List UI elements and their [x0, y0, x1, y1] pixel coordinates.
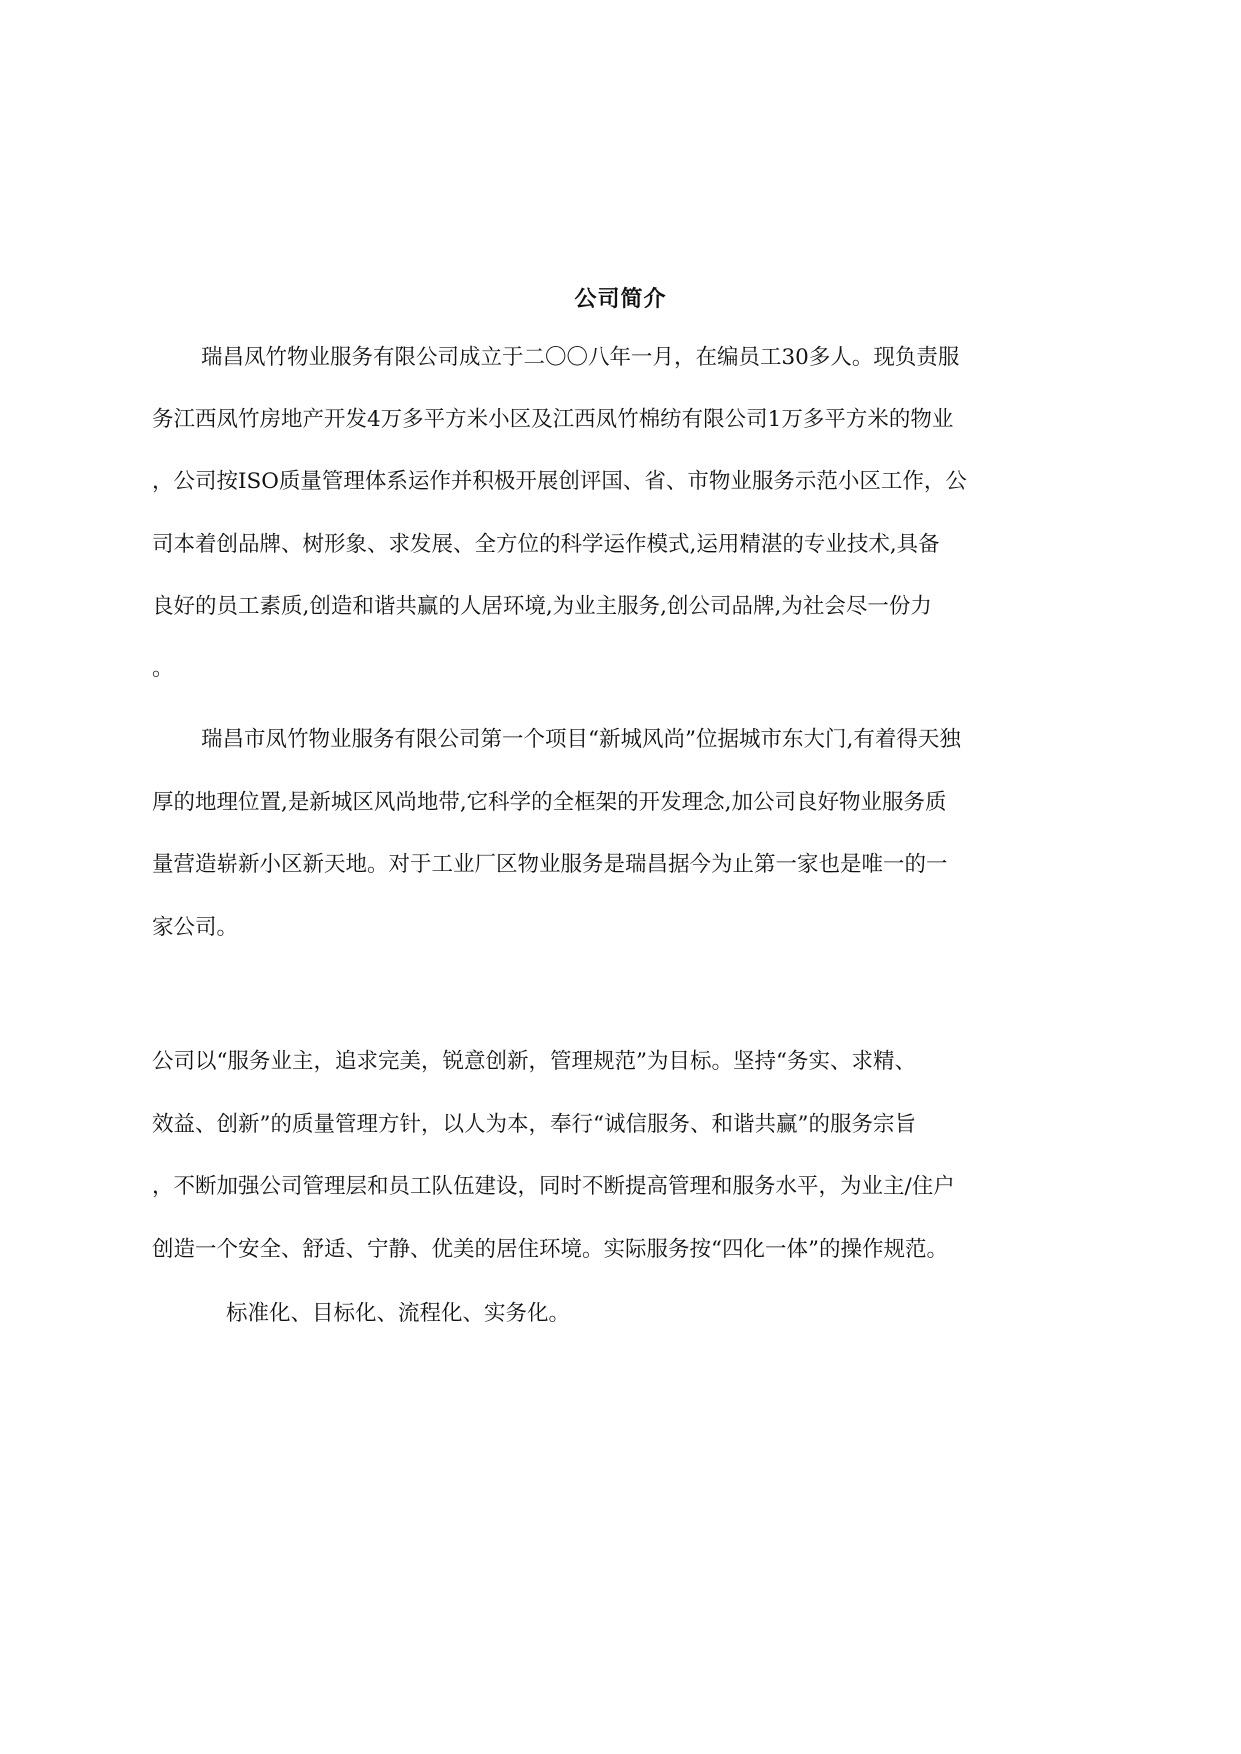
paragraph-2-line-1: 瑞昌市凤竹物业服务有限公司第一个项目“新城风尚”位据城市东大门,有着得天独	[201, 727, 961, 752]
paragraph-3-line-2: 效益、创新”的质量管理方针，以人为本，奉行“诚信服务、和谐共赢”的服务宗旨	[152, 1112, 916, 1137]
paragraph-4-line-1: 标准化、目标化、流程化、实务化。	[226, 1301, 571, 1326]
paragraph-1-line-4: 司本着创品牌、树形象、求发展、全方位的科学运作模式,运用精湛的专业技术,具备	[152, 532, 940, 557]
paragraph-1-line-2: 务江西凤竹房地产开发4万多平方米小区及江西凤竹棉纺有限公司1万多平方米的物业	[152, 407, 954, 432]
paragraph-3-line-3: ，不断加强公司管理层和员工队伍建设，同时不断提高管理和服务水平，为业主/住户	[152, 1174, 955, 1199]
paragraph-1-line-5: 良好的员工素质,创造和谐共赢的人居环境,为业主服务,创公司品牌,为社会尽一份力	[152, 594, 932, 619]
paragraph-1-line-6: 。	[152, 656, 174, 681]
paragraph-3-line-4: 创造一个安全、舒适、宁静、优美的居住环境。实际服务按“四化一体”的操作规范。	[152, 1237, 948, 1262]
paragraph-2-line-3: 量营造崭新小区新天地。对于工业厂区物业服务是瑞昌据今为止第一家也是唯一的一	[152, 852, 948, 877]
paragraph-2-line-2: 厚的地理位置,是新城区风尚地带,它科学的全框架的开发理念,加公司良好物业服务质	[152, 790, 947, 815]
paragraph-3-line-1: 公司以“服务业主，追求完美，锐意创新，管理规范”为目标。坚持“务实、求精、	[152, 1049, 916, 1074]
page-title: 公司简介	[574, 286, 667, 312]
paragraph-1-line-3: ，公司按ISO质量管理体系运作并积极开展创评国、省、市物业服务示范小区工作，公	[152, 469, 967, 494]
paragraph-1-line-1: 瑞昌凤竹物业服务有限公司成立于二〇〇八年一月，在编员工30多人。现负责服	[201, 345, 960, 370]
paragraph-2-line-4: 家公司。	[152, 915, 239, 940]
